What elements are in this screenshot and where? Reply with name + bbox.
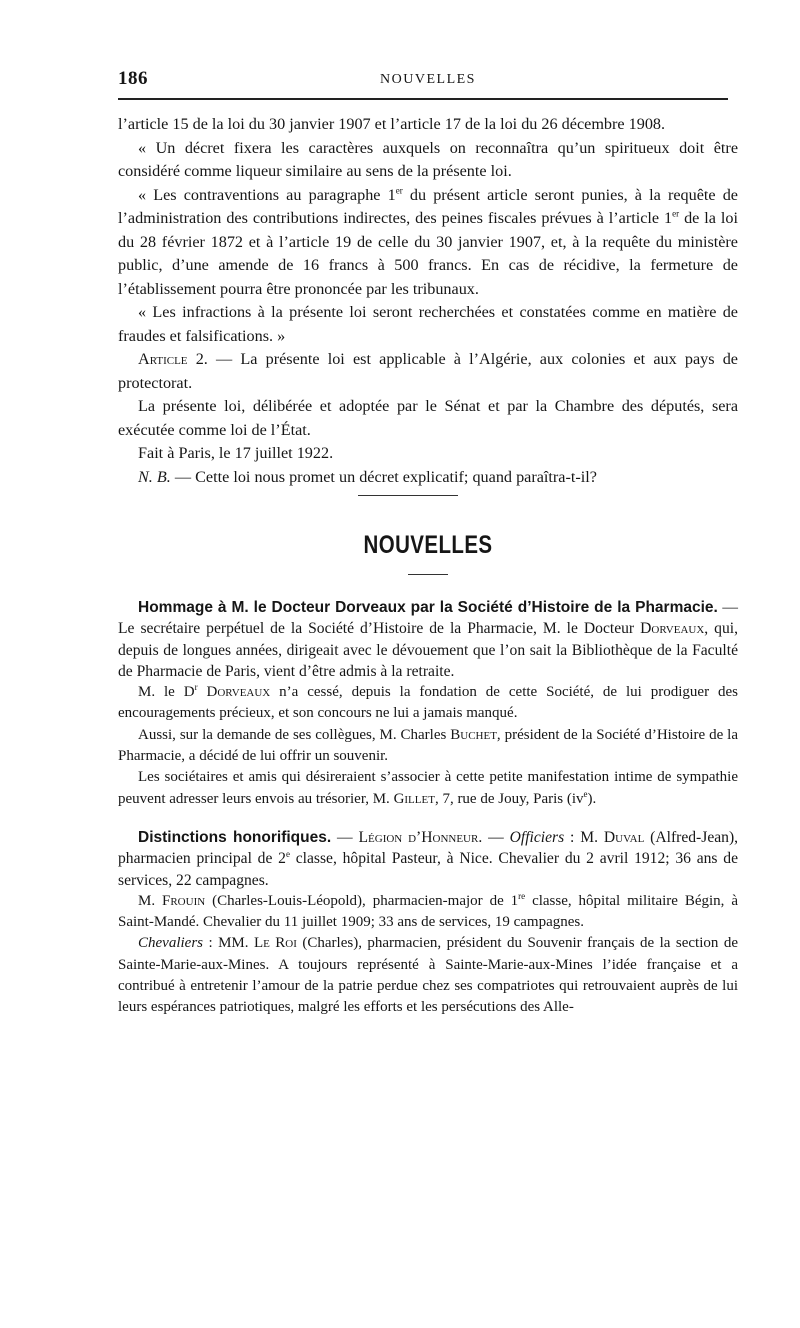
nota-bene: N. B. — Cette loi nous promet un décret explicatif; quand paraîtra-t-il?: [138, 467, 597, 486]
law-text: [118, 113, 738, 496]
section-end-rule: [358, 495, 458, 496]
page: [118, 68, 738, 1019]
title-rule: [408, 574, 448, 575]
article-2: Article 2. — La présente loi est applicable à l’Algérie, aux colonies et aux pays de protectorat.: [118, 350, 738, 392]
news-paragraph: Aussi, sur la demande de ses collègues, M. Charles Buchet, président de la Société d’Histoire de la Pharmacie, a décidé de lui offrir un souvenir.: [118, 726, 738, 765]
page-header: [118, 68, 738, 92]
article-label: Article 2.: [138, 350, 208, 368]
law-paragraph-6: La présente loi, délibérée et adoptée par le Sénat et par la Chambre des députés, sera exécutée comme loi de l’État.: [118, 397, 738, 439]
section-title: NOUVELLES: [363, 531, 493, 559]
law-paragraph-2: « Un décret fixera les caractères auxquels on reconnaîtra qu’un spiritueux doit être considéré comme liqueur similaire au sens de la présente loi.: [118, 138, 738, 180]
news-paragraph: Les sociétaires et amis qui désireraient s’associer à cette petite manifestation intime de sympathie peuvent adresser leurs envois au trésorier, M. Gillet, 7, rue de Jouy, Paris $(iv^e)$.: [118, 769, 738, 807]
news-heading: Hommage à M. le Docteur Dorveaux par la Société d’Histoire de la Pharmacie.: [138, 599, 718, 616]
running-title: NOUVELLES: [380, 72, 476, 87]
news-paragraph: Chevaliers : MM. Le Roi (Charles), pharmacien, président du Souvenir français de la section de Sainte-Marie-aux-Mines. A toujours représenté à Sainte-Marie-aux-Mines l’idée française et a contribué à entretenir l’amour de la patrie perdue chez ses compatriotes qui retrouvaient auprès de lui leurs espérances patriotiques, malgré les efforts et les persécutions des Alle-: [118, 935, 739, 1016]
news-paragraph: M. Frouin (Charles-Louis-Léopold), pharmacien-major de 1re classe, hôpital militaire Bégin, à Saint-Mandé. Chevalier du 11 juillet 1909; 33 ans de services, 19 campagnes.: [118, 890, 738, 931]
law-paragraph-4: « Les infractions à la présente loi seront recherchées et constatées comme en matière de fraudes et falsifications. »: [118, 303, 738, 345]
news-heading: Distinctions honorifiques.: [138, 828, 332, 846]
header-rule: [118, 98, 728, 100]
spacer: [118, 810, 738, 827]
law-paragraph-1: l’article 15 de la loi du 30 janvier 1907 et l’article 17 de la loi du 26 décembre 1908.: [118, 115, 666, 133]
page-number: 186: [118, 68, 148, 89]
law-date: Fait à Paris, le 17 juillet 1922.: [138, 444, 334, 462]
news-paragraph: M. le $D^r$ Dorveaux n’a cessé, depuis la fondation de cette Société, de lui prodiguer des encouragements précieux, et son concours ne lui a jamais manqué.: [118, 682, 738, 722]
law-paragraph-3: « Les contraventions au paragraphe 1er du présent article seront punies, à la requête de l’administration des contributions indirectes, des peines fiscales prévues à l’article 1er de la loi du 28 février 1872 et à l’article 19 de celle du 30 janvier 1907, et, à la requête du ministère public, d’une amende de 16 francs à 500 francs. En cas de récidive, la fermeture de l’établissement pourra être prononcée par les tribunaux.: [118, 185, 738, 298]
news-item-distinctions: Distinctions honorifiques. — Légion d’Honneur. — Officiers : M. Duval (Alfred-Jean), pharmacien principal de 2e classe, hôpital Pasteur, à Nice. Chevalier du 2 avril 1912; 36 ans de services, 22 campagnes.: [118, 828, 739, 889]
news-section: [118, 597, 738, 1019]
news-item-hommage: Hommage à M. le Docteur Dorveaux par la Société d’Histoire de la Pharmacie. — Le secrétaire perpétuel de la Société d’Histoire de la Pharmacie, M. le Docteur Dorveaux, qui, depuis de longues années, dirigeait avec le dévouement que l’on sait la Bibliothèque de la Faculté de Pharmacie de Paris, vient d’être admis à la retraite.: [118, 599, 738, 680]
